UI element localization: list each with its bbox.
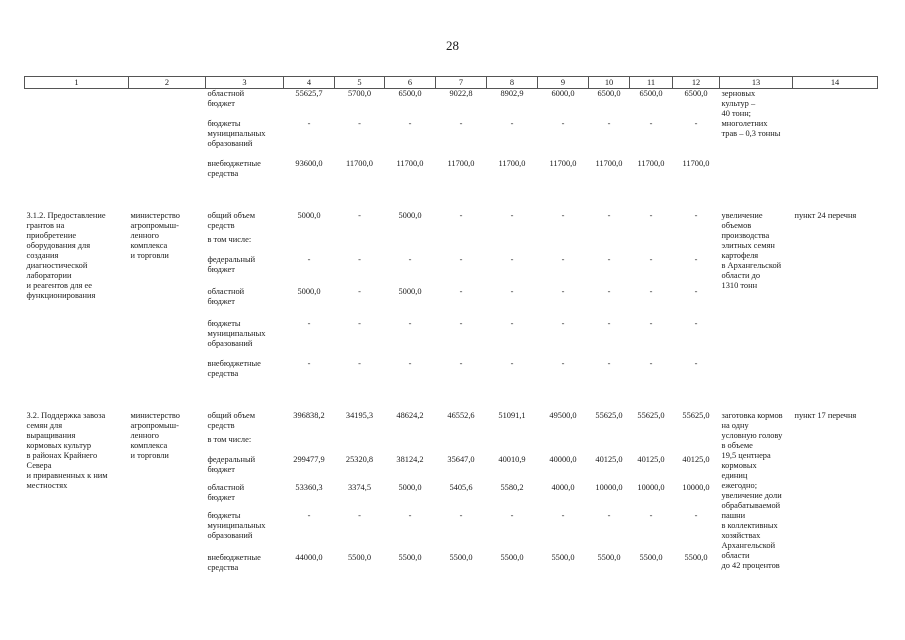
column-number-header: 2 bbox=[129, 77, 206, 89]
cell-text-line: 1310 тонн bbox=[721, 280, 758, 290]
amount-cell: 10000,0 bbox=[595, 482, 623, 492]
amount-cell: 5700,0 bbox=[347, 89, 372, 98]
cell-text-line: внебюджетные bbox=[207, 358, 261, 368]
amount-cell: - bbox=[358, 358, 361, 368]
cell-text-line: бюджет bbox=[207, 464, 235, 474]
amount-cell: - bbox=[459, 318, 463, 328]
amount-cell: - bbox=[408, 358, 412, 368]
amount-cell: - bbox=[307, 510, 311, 520]
cell-text-line: на одну bbox=[721, 420, 749, 430]
amount-cell: - bbox=[607, 510, 611, 520]
amount-cell: 51091,1 bbox=[498, 410, 526, 420]
amount-cell: 5500,0 bbox=[500, 552, 524, 562]
amount-cell: 11700,0 bbox=[549, 158, 577, 168]
cell-text-line: министерство bbox=[130, 410, 180, 420]
amount-cell: 44000,0 bbox=[295, 552, 323, 562]
cell-text-line: образований bbox=[207, 530, 253, 540]
amount-cell: 396838,2 bbox=[293, 410, 325, 420]
cell-text-line: бюджет bbox=[207, 296, 235, 306]
spacer-cell bbox=[25, 185, 878, 211]
column-number-header: 7 bbox=[436, 77, 487, 89]
cell-text-line: средства bbox=[207, 168, 239, 178]
cell-text-line: местностях bbox=[26, 480, 68, 490]
column-number-header: 11 bbox=[630, 77, 673, 89]
cell-text-line: бюджет bbox=[207, 99, 235, 108]
cell-text-line: трав – 0,3 тонны bbox=[721, 129, 781, 138]
cell-text-line: агропромыш- bbox=[130, 420, 179, 430]
amount-cell: 48624,2 bbox=[396, 410, 424, 420]
spacer-cell bbox=[25, 385, 878, 411]
cell-text-line: до 42 процентов bbox=[721, 560, 780, 570]
amount-cell: 34195,3 bbox=[345, 410, 374, 420]
amount-cell: 6500,0 bbox=[398, 89, 422, 98]
amount-cell: 6500,0 bbox=[639, 89, 663, 98]
amount-cell: - bbox=[510, 118, 514, 128]
amount-cell: - bbox=[510, 210, 514, 220]
reference-cell: пункт 24 перечня bbox=[794, 210, 857, 220]
amount-cell: - bbox=[408, 118, 412, 128]
amount-cell: - bbox=[358, 254, 361, 264]
amount-cell: 55625,7 bbox=[295, 89, 323, 98]
amount-cell: - bbox=[607, 118, 611, 128]
amount-cell: - bbox=[607, 286, 611, 296]
cell-text-line: агропромыш- bbox=[130, 220, 179, 230]
amount-cell: 11700,0 bbox=[637, 158, 665, 168]
funding-source-cell bbox=[206, 553, 284, 579]
amount-cell: - bbox=[358, 510, 361, 520]
amount-cell: 38124,2 bbox=[396, 454, 424, 464]
cell-text-line: в объеме bbox=[721, 440, 753, 450]
reference-cell bbox=[793, 89, 878, 185]
amount-cell: 49500,0 bbox=[549, 410, 577, 420]
amount-cell: - bbox=[607, 210, 611, 220]
cell-text-line: в том числе: bbox=[207, 434, 252, 444]
cell-text-line: создания bbox=[26, 250, 59, 260]
cell-text-line: федеральный bbox=[207, 254, 256, 264]
amount-cell: 40010,9 bbox=[498, 454, 526, 464]
cell-text-line: ленного bbox=[130, 430, 159, 440]
amount-cell: - bbox=[408, 254, 412, 264]
amount-cell: 40125,0 bbox=[595, 454, 623, 464]
amount-cell: 5500,0 bbox=[449, 552, 473, 562]
program-measures-table bbox=[24, 76, 878, 579]
column-number-header: 6 bbox=[385, 77, 436, 89]
amount-cell: - bbox=[694, 210, 698, 220]
amount-cell: 25320,8 bbox=[345, 454, 374, 464]
amount-cell bbox=[335, 235, 385, 255]
amount-cell: - bbox=[561, 510, 565, 520]
amount-cell: 11700,0 bbox=[595, 158, 623, 168]
cell-text-line: бюджет bbox=[207, 264, 235, 274]
cell-text-line: единиц bbox=[721, 470, 748, 480]
cell-text-line: образований bbox=[207, 138, 253, 148]
cell-text-line: области bbox=[721, 550, 750, 560]
amount-cell: 5000,0 bbox=[398, 286, 422, 296]
funding-source-cell bbox=[206, 255, 284, 287]
amount-cell: - bbox=[649, 318, 653, 328]
page-number: 28 bbox=[446, 38, 459, 53]
cell-text-line: Архангельской bbox=[721, 540, 776, 550]
amount-cell: 35647,0 bbox=[447, 454, 475, 464]
amount-cell: - bbox=[510, 286, 514, 296]
cell-text-line: и реагентов для ее bbox=[26, 280, 92, 290]
amount-cell bbox=[673, 435, 720, 455]
amount-cell bbox=[487, 435, 538, 455]
cell-text-line: функционирования bbox=[26, 290, 96, 300]
cell-text-line: оборудования для bbox=[26, 240, 91, 250]
amount-cell bbox=[487, 235, 538, 255]
amount-cell: 5580,2 bbox=[500, 482, 524, 492]
cell-text-line: средств bbox=[207, 420, 235, 430]
cell-text-line: и приравненных к ним bbox=[26, 470, 108, 480]
amount-cell: - bbox=[649, 286, 653, 296]
amount-cell: - bbox=[358, 210, 361, 220]
amount-cell: 9022,8 bbox=[449, 89, 473, 98]
cell-text-line: грантов на bbox=[26, 220, 65, 230]
amount-cell: 6500,0 bbox=[684, 89, 708, 98]
amount-cell: 55625,0 bbox=[637, 410, 665, 420]
amount-cell: - bbox=[694, 254, 698, 264]
amount-cell: 10000,0 bbox=[682, 482, 710, 492]
amount-cell: 5500,0 bbox=[347, 552, 372, 562]
cell-text-line: Севера bbox=[26, 460, 52, 470]
amount-cell: 11700,0 bbox=[682, 158, 710, 168]
amount-cell: - bbox=[408, 510, 412, 520]
amount-cell: 5500,0 bbox=[597, 552, 621, 562]
amount-cell: 8902,9 bbox=[500, 89, 524, 98]
block-spacer bbox=[25, 385, 878, 411]
amount-cell: - bbox=[649, 358, 653, 368]
column-number-header: 3 bbox=[206, 77, 284, 89]
executor-cell bbox=[129, 89, 206, 185]
cell-text-line: условную голову bbox=[721, 430, 783, 440]
amount-cell: - bbox=[694, 510, 698, 520]
funding-source-cell bbox=[206, 319, 284, 359]
column-number-header: 4 bbox=[284, 77, 335, 89]
amount-cell bbox=[385, 235, 436, 255]
cell-text-line: внебюджетные bbox=[207, 552, 261, 562]
cell-text-line: областной bbox=[207, 482, 245, 492]
amount-cell: - bbox=[561, 118, 565, 128]
amount-cell: - bbox=[307, 118, 311, 128]
amount-cell: 55625,0 bbox=[595, 410, 623, 420]
cell-text-line: обрабатываемой bbox=[721, 500, 781, 510]
amount-cell: 93600,0 bbox=[295, 158, 323, 168]
amount-cell: 46552,6 bbox=[447, 410, 475, 420]
cell-text-line: заготовка кормов bbox=[721, 410, 783, 420]
amount-cell: - bbox=[358, 286, 361, 296]
cell-text-line: ежегодно; bbox=[721, 480, 758, 490]
amount-cell bbox=[630, 435, 673, 455]
cell-text-line: общий объем bbox=[207, 410, 256, 420]
expected-result-cell bbox=[720, 411, 793, 579]
funding-source-cell bbox=[206, 411, 284, 435]
funding-source-cell bbox=[206, 359, 284, 385]
cell-text-line: диагностической bbox=[26, 260, 88, 270]
amount-cell: 5500,0 bbox=[398, 552, 422, 562]
cell-text-line: 3.2. Поддержка завоза bbox=[26, 410, 106, 420]
amount-cell: - bbox=[459, 510, 463, 520]
cell-text-line: области до bbox=[721, 270, 761, 280]
amount-cell: - bbox=[459, 358, 463, 368]
table-row bbox=[25, 211, 878, 235]
amount-cell: - bbox=[459, 118, 463, 128]
amount-cell: - bbox=[649, 118, 653, 128]
amount-cell: - bbox=[408, 318, 412, 328]
cell-text-line: внебюджетные bbox=[207, 158, 261, 168]
funding-source-cell bbox=[206, 159, 284, 185]
cell-text-line: образований bbox=[207, 338, 253, 348]
amount-cell: - bbox=[561, 318, 565, 328]
amount-cell: - bbox=[561, 358, 565, 368]
cell-text-line: объемов bbox=[721, 220, 752, 230]
cell-text-line: многолетних bbox=[721, 119, 768, 128]
amount-cell bbox=[589, 235, 630, 255]
cell-text-line: федеральный bbox=[207, 454, 256, 464]
column-numbers-row bbox=[25, 77, 878, 89]
funding-source-cell bbox=[206, 455, 284, 483]
amount-cell: 11700,0 bbox=[346, 158, 373, 168]
cell-text-line: муниципальных bbox=[207, 328, 266, 338]
amount-cell: - bbox=[510, 318, 514, 328]
cell-text-line: средства bbox=[207, 368, 239, 378]
amount-cell bbox=[284, 235, 335, 255]
cell-text-line: хозяйствах bbox=[721, 530, 761, 540]
amount-cell: 4000,0 bbox=[551, 482, 575, 492]
amount-cell: - bbox=[607, 358, 611, 368]
amount-cell: 11700,0 bbox=[498, 158, 526, 168]
column-number-header: 1 bbox=[25, 77, 129, 89]
cell-text-line: бюджет bbox=[207, 492, 235, 502]
amount-cell bbox=[436, 235, 487, 255]
cell-text-line: муниципальных bbox=[207, 128, 266, 138]
amount-cell: - bbox=[459, 286, 463, 296]
amount-cell bbox=[589, 435, 630, 455]
funding-source-cell bbox=[206, 511, 284, 553]
cell-text-line: производства bbox=[721, 230, 770, 240]
funding-source-cell bbox=[206, 435, 284, 455]
cell-text-line: ленного bbox=[130, 230, 159, 240]
amount-cell: - bbox=[358, 118, 361, 128]
cell-text-line: министерство bbox=[130, 210, 180, 220]
amount-cell: - bbox=[510, 510, 514, 520]
amount-cell: 5405,6 bbox=[449, 482, 473, 492]
cell-text-line: областной bbox=[207, 286, 245, 296]
cell-text-line: в том числе: bbox=[207, 234, 252, 244]
amount-cell: 5000,0 bbox=[398, 482, 422, 492]
cell-text-line: средства bbox=[207, 562, 239, 572]
cell-text-line: и торговли bbox=[130, 250, 169, 260]
cell-text-line: средств bbox=[207, 220, 235, 230]
amount-cell: 11700,0 bbox=[447, 158, 475, 168]
amount-cell: 10000,0 bbox=[637, 482, 665, 492]
amount-cell: 53360,3 bbox=[295, 482, 323, 492]
cell-text-line: лаборатории bbox=[26, 270, 72, 280]
table-row bbox=[25, 89, 878, 119]
amount-cell: - bbox=[561, 254, 565, 264]
funding-source-cell bbox=[206, 211, 284, 235]
amount-cell: - bbox=[307, 358, 311, 368]
amount-cell: 40125,0 bbox=[682, 454, 710, 464]
amount-cell: - bbox=[649, 510, 653, 520]
amount-cell bbox=[673, 235, 720, 255]
measure-name-cell bbox=[25, 211, 129, 385]
amount-cell: 40000,0 bbox=[549, 454, 577, 464]
amount-cell: 5000,0 bbox=[297, 210, 321, 220]
cell-text-line: картофеля bbox=[721, 250, 759, 260]
amount-cell: - bbox=[694, 286, 698, 296]
column-number-header: 13 bbox=[720, 77, 793, 89]
amount-cell: - bbox=[510, 254, 514, 264]
amount-cell bbox=[335, 435, 385, 455]
amount-cell: - bbox=[561, 286, 565, 296]
cell-text-line: увеличение доли bbox=[721, 490, 782, 500]
amount-cell bbox=[385, 435, 436, 455]
column-number-header: 10 bbox=[589, 77, 630, 89]
cell-text-line: выращивания bbox=[26, 430, 76, 440]
amount-cell: - bbox=[561, 210, 565, 220]
cell-text-line: 40 тонн; bbox=[721, 109, 751, 118]
amount-cell: 5500,0 bbox=[551, 552, 575, 562]
column-number-header: 14 bbox=[793, 77, 878, 89]
measure-name-cell bbox=[25, 89, 129, 185]
cell-text-line: приобретение bbox=[26, 230, 77, 240]
amount-cell: 55625,0 bbox=[682, 410, 710, 420]
expected-result-cell bbox=[720, 211, 793, 385]
table-row bbox=[25, 411, 878, 435]
amount-cell: 11700,0 bbox=[396, 158, 424, 168]
amount-cell bbox=[630, 235, 673, 255]
cell-text-line: семян для bbox=[26, 420, 63, 430]
amount-cell: - bbox=[649, 210, 653, 220]
amount-cell: 40125,0 bbox=[637, 454, 665, 464]
funding-source-cell bbox=[206, 89, 284, 119]
cell-text-line: в коллективных bbox=[721, 520, 778, 530]
funding-source-cell bbox=[206, 483, 284, 511]
amount-cell: - bbox=[649, 254, 653, 264]
amount-cell: - bbox=[459, 254, 463, 264]
cell-text-line: пашни bbox=[721, 510, 746, 520]
amount-cell: 5000,0 bbox=[398, 210, 422, 220]
amount-cell: 5000,0 bbox=[297, 286, 321, 296]
cell-text-line: кормовых культур bbox=[26, 440, 92, 450]
cell-text-line: зерновых bbox=[721, 89, 756, 98]
cell-text-line: кормовых bbox=[721, 460, 757, 470]
cell-text-line: бюджеты bbox=[207, 318, 241, 328]
amount-cell: - bbox=[307, 318, 311, 328]
amount-cell: - bbox=[358, 318, 361, 328]
amount-cell bbox=[436, 435, 487, 455]
block-spacer bbox=[25, 185, 878, 211]
column-number-header: 8 bbox=[487, 77, 538, 89]
amount-cell bbox=[538, 235, 589, 255]
amount-cell: - bbox=[694, 358, 698, 368]
column-number-header: 5 bbox=[335, 77, 385, 89]
amount-cell: 299477,9 bbox=[293, 454, 325, 464]
cell-text-line: 3.1.2. Предоставление bbox=[26, 210, 106, 220]
cell-text-line: муниципальных bbox=[207, 520, 266, 530]
cell-text-line: бюджеты bbox=[207, 118, 241, 128]
amount-cell: - bbox=[607, 318, 611, 328]
amount-cell: 6000,0 bbox=[551, 89, 575, 98]
table-body bbox=[25, 89, 878, 579]
amount-cell bbox=[284, 435, 335, 455]
cell-text-line: общий объем bbox=[207, 210, 256, 220]
amount-cell: - bbox=[694, 118, 698, 128]
funding-source-cell bbox=[206, 235, 284, 255]
cell-text-line: комплекса bbox=[130, 240, 168, 250]
amount-cell: 5500,0 bbox=[639, 552, 663, 562]
cell-text-line: в Архангельской bbox=[721, 260, 782, 270]
amount-cell: - bbox=[694, 318, 698, 328]
cell-text-line: областной bbox=[207, 89, 245, 98]
cell-text-line: в районах Крайнего bbox=[26, 450, 98, 460]
cell-text-line: 19,5 центнера bbox=[721, 450, 771, 460]
cell-text-line: и торговли bbox=[130, 450, 169, 460]
amount-cell: - bbox=[459, 210, 463, 220]
cell-text-line: увеличение bbox=[721, 210, 763, 220]
reference-cell: пункт 17 перечня bbox=[794, 410, 857, 420]
funding-source-cell bbox=[206, 287, 284, 319]
funding-source-cell bbox=[206, 119, 284, 159]
column-number-header: 9 bbox=[538, 77, 589, 89]
cell-text-line: бюджеты bbox=[207, 510, 241, 520]
amount-cell bbox=[538, 435, 589, 455]
amount-cell: 6500,0 bbox=[597, 89, 621, 98]
amount-cell: - bbox=[607, 254, 611, 264]
expected-result-cell bbox=[720, 89, 793, 185]
amount-cell: 3374,5 bbox=[347, 482, 372, 492]
amount-cell: 5500,0 bbox=[684, 552, 708, 562]
cell-text-line: элитных семян bbox=[721, 240, 775, 250]
measure-name-cell bbox=[25, 411, 129, 579]
executor-cell bbox=[129, 211, 206, 385]
amount-cell: - bbox=[510, 358, 514, 368]
executor-cell bbox=[129, 411, 206, 579]
cell-text-line: комплекса bbox=[130, 440, 168, 450]
column-number-header: 12 bbox=[673, 77, 720, 89]
cell-text-line: культур – bbox=[721, 99, 756, 108]
amount-cell: - bbox=[307, 254, 311, 264]
